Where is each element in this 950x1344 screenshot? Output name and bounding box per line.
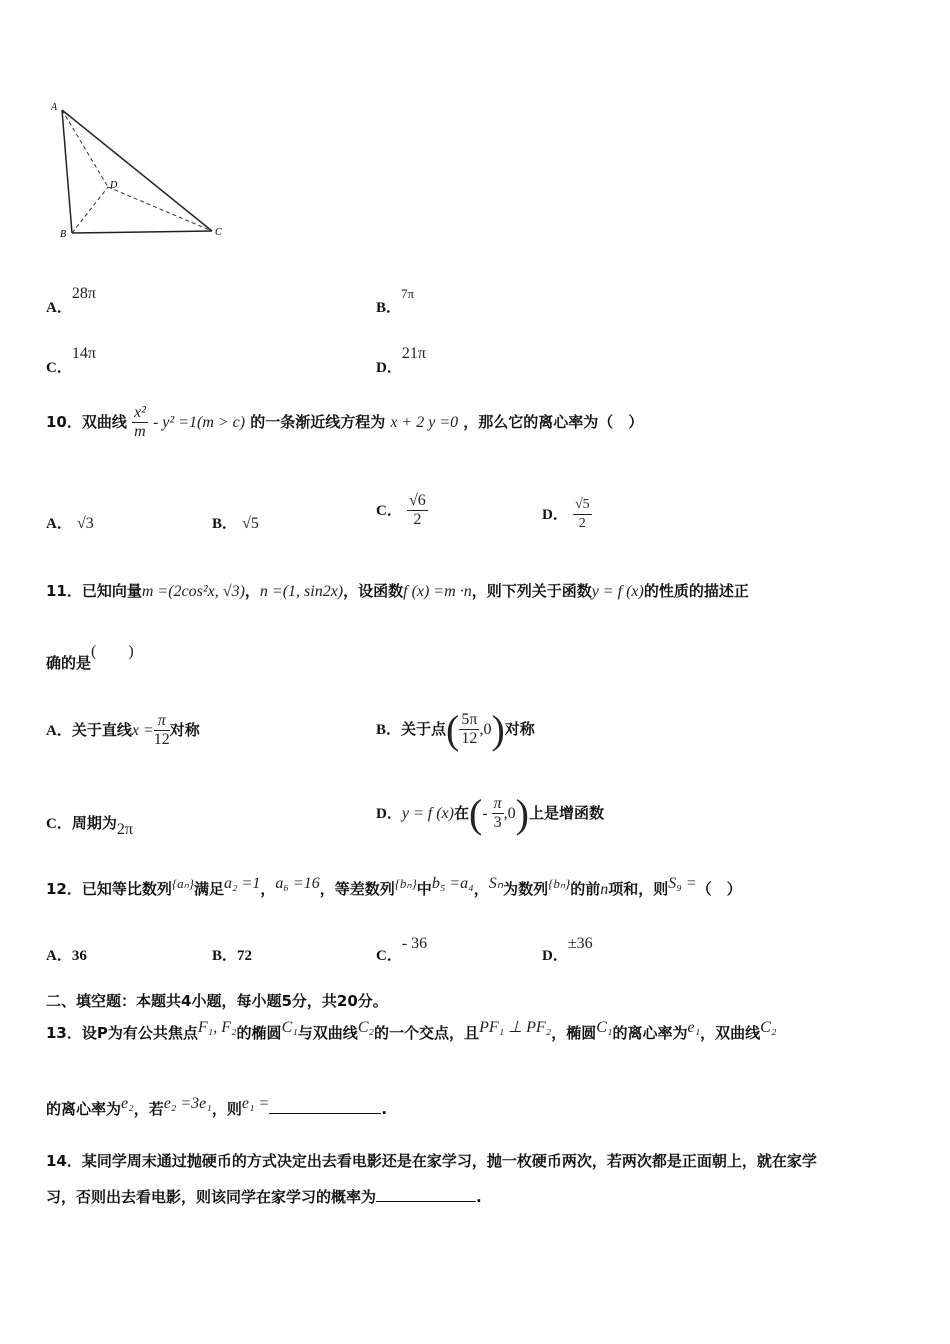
q13-e1-query: e₁ =	[241, 1095, 270, 1112]
q12-text: 的前	[570, 880, 601, 898]
q12-seq-b: {bₙ}	[548, 876, 571, 891]
edge-ab	[62, 110, 72, 233]
frac-den: m	[134, 423, 146, 440]
q12-stem	[46, 875, 742, 899]
q13-text: 与双曲线	[297, 1024, 358, 1042]
option-label: A．	[46, 723, 72, 739]
q11-line2: 确的是	[46, 654, 92, 672]
q9-option-a	[46, 285, 96, 317]
minus-sign: -	[482, 805, 492, 822]
q12-a2: a₂ =1	[223, 875, 261, 892]
q14-text: 习，否则出去看电影，则该同学在家学习的概率为	[46, 1188, 377, 1206]
edge-bd	[72, 187, 108, 233]
q11-stem-prefix: 11．已知向量	[46, 582, 142, 600]
q12-stem-prefix: 12．已知等比数列	[46, 880, 172, 898]
q13-stem	[46, 1019, 777, 1043]
answer-blank[interactable]	[269, 1099, 381, 1114]
q13-text: ，双曲线	[700, 1024, 761, 1042]
frac-den: 2	[578, 516, 586, 531]
option-text: 对称	[504, 720, 535, 738]
q12-option-b	[212, 944, 252, 965]
q10-expression: - y² =1(m > c)	[152, 414, 246, 431]
option-label: C．	[376, 503, 402, 519]
frac-num: 5π	[461, 711, 478, 728]
option-label: B．	[212, 948, 238, 964]
frac-num: x²	[133, 404, 146, 421]
option-label: B．	[376, 722, 402, 738]
option-label: D．	[542, 948, 568, 964]
q12-text: 中	[416, 880, 432, 898]
q13-relation: e₂ =3e₁	[163, 1095, 212, 1112]
option-label: D．	[542, 507, 568, 523]
q12-n: n	[600, 881, 609, 898]
option-math: x =	[131, 722, 154, 739]
option-label: D．	[376, 806, 402, 822]
option-fraction	[407, 492, 428, 529]
section-2-title: 二、填空题：本题共4小题，每小题5分，共20分。	[46, 992, 388, 1010]
q11-sep: ，	[244, 582, 260, 600]
q14-line1: 14．某同学周末通过抛硬币的方式决定出去看电影还是在家学习，抛一枚硬币两次，若两次都是正面朝上，就在家学	[46, 1152, 817, 1170]
q10-stem-suffix: ，那么它的离心率为（ ）	[463, 413, 644, 431]
q13-text: 的离心率为	[46, 1100, 122, 1118]
answer-paren: ( )	[91, 643, 134, 660]
q12-a6: a₆ =16	[275, 875, 320, 892]
vertex-label-c: C	[215, 227, 222, 238]
option-math: y = f (x)	[401, 805, 454, 822]
q11-option-d	[376, 790, 604, 837]
option-value: - 36	[401, 935, 428, 952]
option-label: C．	[376, 948, 402, 964]
q12-text: 项和，则	[608, 880, 669, 898]
option-value: 72	[237, 948, 253, 964]
option-value: 21π	[401, 345, 426, 362]
option-fraction	[492, 795, 504, 832]
q11-function-def: f (x) =m ·n	[403, 583, 472, 600]
q13-perp: PF₁ ⊥ PF₂	[479, 1019, 552, 1036]
q12-option-a	[46, 944, 87, 965]
q13-text: 13．设P为有公共焦点	[46, 1024, 198, 1042]
q12-text: ，等差数列	[319, 880, 395, 898]
option-text: 关于点	[401, 720, 447, 738]
option-text: 在	[453, 804, 469, 822]
q11-option-a	[46, 712, 200, 749]
q13-text: 的离心率为	[612, 1024, 688, 1042]
option-value: 7π	[401, 286, 415, 301]
q13-c1: C₁	[596, 1019, 613, 1036]
q12-b5: b₅ =a₄	[431, 875, 474, 892]
q14-line2	[46, 1186, 482, 1207]
q12-text: 满足	[193, 880, 224, 898]
q13-text: ，椭圆	[551, 1024, 597, 1042]
q11-stem-line2	[46, 643, 134, 673]
q11-stem-mid2: ，则下列关于函数	[471, 582, 592, 600]
option-fraction	[459, 711, 479, 748]
frac-den: 12	[461, 730, 478, 747]
frac-den: 2	[413, 511, 422, 528]
edge-ac	[62, 110, 212, 231]
q10-stem-mid: 的一条渐近线方程为	[250, 413, 386, 431]
edge-cd	[108, 187, 212, 231]
option-text: 关于直线	[71, 721, 132, 739]
option-value: √5	[242, 515, 259, 532]
paren-left: (	[468, 791, 483, 836]
q13-stem-line2	[46, 1095, 388, 1119]
paren-left: (	[446, 707, 460, 752]
q13-foci: F₁, F₂	[197, 1019, 237, 1036]
option-label: B．	[376, 300, 402, 316]
q12-option-c	[376, 935, 428, 965]
option-label: A．	[46, 948, 72, 964]
frac-den: 12	[153, 731, 170, 748]
option-value: 36	[71, 948, 87, 964]
q10-fraction	[132, 404, 148, 441]
vertex-label-b: B	[60, 229, 67, 240]
frac-num: √5	[573, 496, 592, 515]
tetrahedron-figure	[40, 95, 240, 245]
option-math: ,0	[479, 721, 492, 738]
q10-option-b	[212, 512, 259, 533]
q12-option-d	[542, 935, 593, 965]
option-fraction	[154, 712, 170, 749]
frac-num: π	[493, 795, 502, 812]
q11-vector-n: n =(1, sin2x)	[259, 583, 344, 600]
q11-option-b	[376, 706, 535, 753]
q12-sn: Sₙ	[488, 875, 504, 892]
option-value: ±36	[567, 935, 593, 952]
q13-c2: C₂	[760, 1019, 777, 1036]
q10-option-a	[46, 512, 94, 533]
q12-sep: ，	[473, 880, 489, 898]
frac-num: √6	[408, 492, 426, 509]
edge-bc	[72, 231, 212, 233]
edge-ad	[62, 110, 108, 187]
option-text: 周期为	[71, 814, 117, 832]
q10-asymptote: x + 2 y =0	[390, 414, 459, 431]
q9-option-d	[376, 345, 426, 377]
q13-text: ，则	[211, 1100, 242, 1118]
option-label: A．	[46, 300, 72, 316]
q11-vector-m: m =(2cos²x, √3)	[141, 583, 245, 600]
paren-right: )	[515, 791, 529, 836]
option-label: A．	[46, 516, 72, 532]
q14-text: .	[476, 1188, 482, 1206]
option-value: √3	[76, 515, 94, 532]
q13-e1: e₁	[687, 1019, 701, 1036]
q13-c1: C₁	[281, 1019, 298, 1036]
option-math: ,0	[503, 805, 516, 822]
q13-e2: e₂	[121, 1095, 134, 1112]
q11-stem	[46, 580, 749, 601]
q12-text: （ ）	[696, 880, 742, 898]
option-value: 28π	[71, 285, 96, 302]
option-label: B．	[212, 516, 238, 532]
paren-right: )	[491, 707, 505, 752]
vertex-label-a: A	[51, 102, 58, 113]
option-fraction	[573, 496, 592, 533]
q11-stem-mid: ，设函数	[343, 582, 404, 600]
frac-num: π	[154, 712, 170, 731]
q11-stem-suffix: 的性质的描述正	[643, 582, 749, 600]
q10-option-c	[376, 492, 428, 529]
answer-blank[interactable]	[376, 1187, 476, 1202]
q12-text: 为数列	[503, 880, 549, 898]
q13-c2: C₂	[357, 1019, 375, 1036]
frac-den: 3	[493, 814, 502, 831]
option-label: C．	[46, 816, 72, 832]
option-value: 14π	[71, 345, 96, 362]
q10-option-d	[542, 496, 592, 533]
option-text: 上是增函数	[528, 804, 604, 822]
option-text: 对称	[169, 721, 200, 739]
q12-seq-b: {bₙ}	[394, 876, 417, 891]
option-label: C．	[46, 360, 72, 376]
q12-seq-a: {aₙ}	[171, 876, 194, 891]
q12-s9: S₉ =	[668, 875, 697, 892]
q13-text: 的椭圆	[236, 1024, 282, 1042]
q10-stem	[46, 404, 643, 441]
q12-sep: ，	[260, 880, 276, 898]
q13-text: .	[381, 1100, 388, 1118]
vertex-label-d: D	[110, 180, 118, 191]
q9-option-c	[46, 345, 96, 377]
option-label: D．	[376, 360, 402, 376]
q13-text: 的一个交点，且	[374, 1024, 480, 1042]
option-value: 2π	[116, 821, 133, 838]
q11-option-c	[46, 812, 133, 838]
q13-text: ，若	[133, 1100, 164, 1118]
q11-function: y = f (x)	[591, 583, 644, 600]
q10-stem-prefix: 10．双曲线	[46, 413, 127, 431]
